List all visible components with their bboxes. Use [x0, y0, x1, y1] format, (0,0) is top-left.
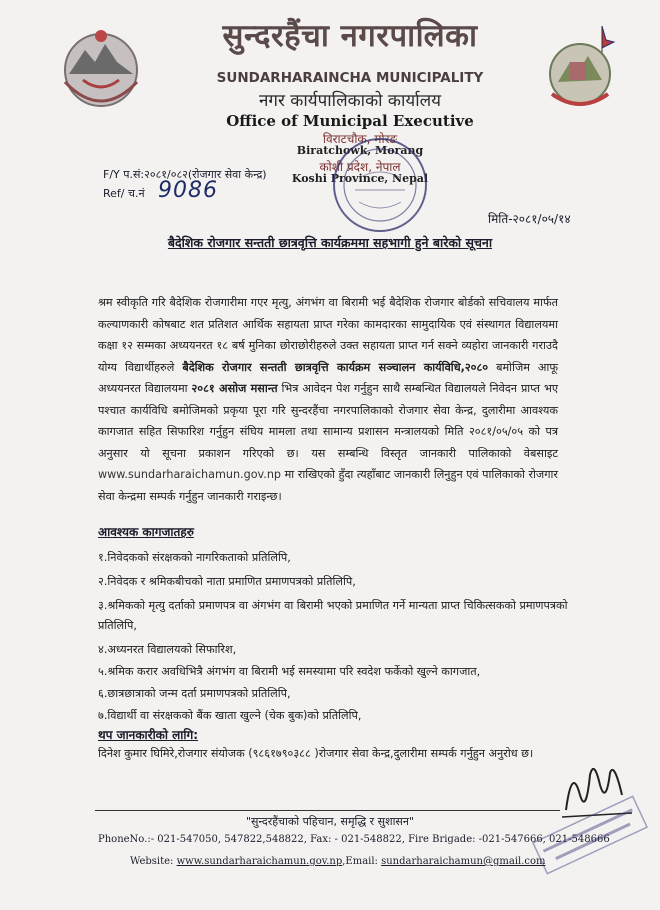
letter-date: मिति-२०८१/०५/१४ — [488, 212, 571, 226]
requirement-item: १.निवेदकको संरक्षकको नागरिकताको प्रतिलिपि, — [98, 551, 291, 564]
footer-web-email — [130, 856, 550, 867]
municipality-logo — [540, 22, 620, 114]
body-bold-procedure: बैदेशिक रोजगार सन्तती छात्रवृत्ति कार्यक्रम सञ्चालन कार्यविधि,२०८० — [182, 360, 489, 374]
body-text-1: श्रम स्वीकृति गरि बैदेशिक रोजगारीमा गएर मृत्यु, अंगभंग वा बिरामी भई बैदेशिक रोजगार बोर्डको सचिवालय मार्फत कल्याणकारी कोषबाट शत प्रतिशत आर्थिक सहायता प्राप्त गरेका कामदारका सामुदायिक एवं संस्थागत विद्यालयमा कक्षा १२ सम्मका अध्ययनरत १८ बर्ष मुनिका छोराछोरीहरुले उक्त सहायता प्राप्त गर्न सक्ने व्यहोरा जानकारी गराउदै योग्य विद्यार्थीहरुले — [98, 296, 558, 374]
nepal-emblem-logo — [55, 22, 147, 114]
requirement-item: ३.श्रमिकको मृत्यु दर्ताको प्रमाणपत्र वा अंगभंग वा बिरामी भएको प्रमाणित गर्ने मान्यता प्राप्त चिकित्सकको प्रमाणपत्रको प्रतिलिपि, — [98, 599, 568, 632]
municipality-name-np: सुन्दरहैंचा नगरपालिका — [222, 18, 478, 54]
footer-email-link[interactable]: sundarharaichamun@gmail.com — [381, 856, 546, 867]
requirement-item: २.निवेदक र श्रमिकबीचको नाता प्रमाणित प्रमाणपत्रको प्रतिलिपि, — [98, 575, 356, 588]
footer-phone-numbers: PhoneNo.:- 021-547050, 547822,548822, Fax: - 021-548822, Fire Brigade: -021-547666, 021-548666 — [98, 834, 610, 845]
email-label: ,Email: — [342, 856, 382, 867]
address-en: Biratchowk, Morang — [296, 144, 424, 157]
notice-body — [98, 292, 558, 507]
ref-number-handwritten: 9086 — [158, 178, 218, 203]
more-info-heading: थप जानकारीको लागि: — [98, 728, 199, 742]
requirement-item: ५.श्रमिक करार अवधिभित्रै अंगभंग वा बिरामी भई समस्यामा परि स्वदेश फर्केको खुल्ने कागजात, — [98, 665, 481, 678]
body-text-2: बमोजिम आफू अध्ययनरत विद्यालयमा — [98, 360, 558, 395]
ref-number-label: Ref/ च.नं — [103, 187, 145, 200]
footer-motto: "सुन्दरहैंचाको पहिचान, समृद्धि र सुशासन" — [245, 815, 415, 828]
body-text-3: भित्र आवेदन पेश गर्नुहुन साथै सम्बन्धित विद्यालयले निवेदन प्राप्त भए पश्चात कार्यविधि बमोजिमको प्रकृया पूरा गरि सुन्दरहैंचा नगरपालिकाको रोजगार सेवा केन्द्र, दुलारीमा आवश्यक कागजात सहित सिफारिश गर्नुहुन संघिय मामला तथा सामान्य प्रशासन मन्त्रालयको मिति २०८१/०५/०५ को पत्र अनुसार यो सूचना प्रकाशन गरिएको छ। यस सम्बन्धि विस्तृत जानकारी पालिकाको वेबसाइट — [98, 382, 559, 460]
fiscal-year-ref: F/Y प.सं:२०८१/०८२(रोजगार सेवा केन्द्र) — [103, 168, 267, 181]
body-website-link[interactable]: www.sundarharaichamun.gov.np — [98, 468, 282, 481]
requirement-item: ६.छात्रछात्राको जन्म दर्ता प्रमाणपत्रको प्रतिलिपि, — [98, 687, 291, 700]
notice-subject: बैदेशिक रोजगार सन्तती छात्रवृत्ति कार्यक्रममा सहभागी हुने बारेको सूचना — [167, 235, 493, 250]
office-seal-stamp — [325, 130, 435, 240]
contact-person-line: दिनेश कुमार घिमिरे,रोजगार संयोजक (९८६१७९०३८८ )रोजगार सेवा केन्द्र,दुलारीमा सम्पर्क गर्नुहुन अनुरोध छ। — [98, 747, 534, 760]
requirement-item: ४.अध्यनरत विद्यालयको सिफारिश, — [98, 643, 237, 656]
province-en: Koshi Province, Nepal — [291, 172, 429, 185]
requirements-heading: आवश्यक कागजातहरु — [98, 525, 194, 539]
office-name-np: नगर कार्यपालिकाको कार्यालय — [258, 91, 442, 111]
municipality-name-en: SUNDARHARAINCHA MUNICIPALITY — [216, 70, 484, 86]
province-np: कोशी प्रदेश, नेपाल — [319, 160, 401, 174]
requirement-item: ७.विद्यार्थी वा संरक्षकको बैंक खाता खुल्ने (चेक बुक)को प्रतिलिपि, — [98, 709, 362, 722]
address-np: विराटचौक, मोरङ — [322, 132, 398, 146]
body-bold-deadline: २०८१ असोज मसान्त — [191, 382, 278, 395]
office-name-en: Office of Municipal Executive — [226, 112, 474, 130]
footer-divider — [95, 810, 560, 811]
website-label: Website: — [130, 856, 177, 867]
footer-website-link[interactable]: www.sundarharaichamun.gov.np — [176, 856, 343, 867]
name-stamp — [525, 790, 655, 880]
body-text-4: मा राखिएको हुँदा त्यहाँबाट जानकारी लिनुहुन एवं पालिकाको रोजगार सेवा केन्द्रमा सम्पर्क गर्नुहुन जानकारी गराइन्छ। — [98, 468, 558, 503]
